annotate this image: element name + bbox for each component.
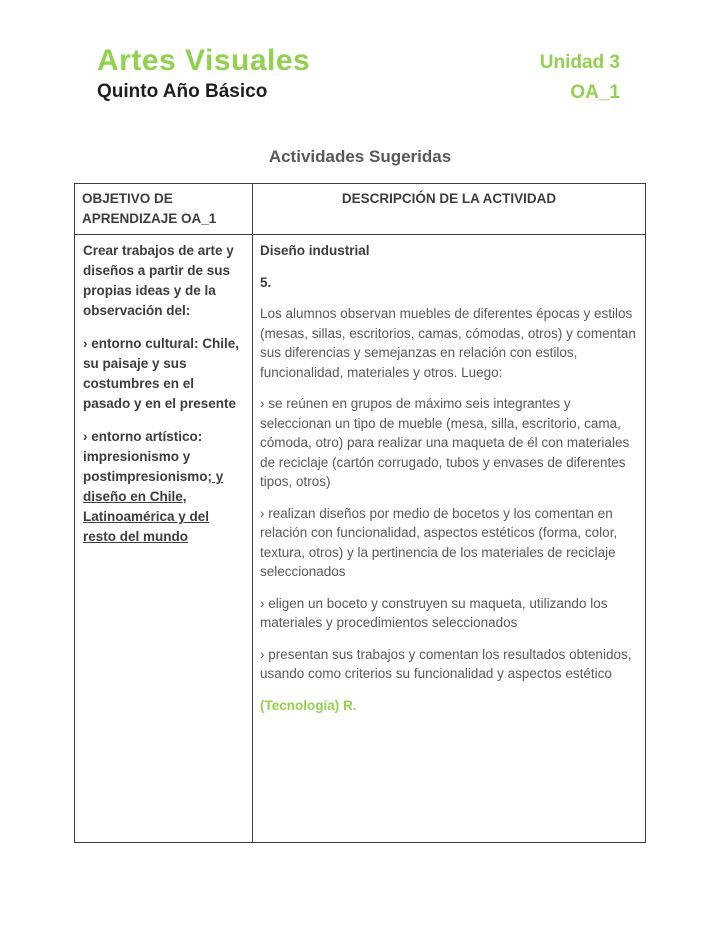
description-column-header: DESCRIPCIÓN DE LA ACTIVIDAD bbox=[253, 184, 646, 235]
subject-title: Artes Visuales bbox=[97, 44, 311, 77]
activity-intro: Los alumnos observan muebles de diferentes épocas y estilos (mesas, sillas, escritorios, camas, cómodas, otros) y comentan sus diferencias y semejanzas en relación con estilos, funcionalidad, materiales y otros. Luego: bbox=[260, 306, 636, 380]
header-right bbox=[540, 44, 620, 104]
document-header bbox=[97, 44, 620, 104]
table-body-row bbox=[75, 235, 646, 843]
unit-label: Unidad 3 bbox=[539, 52, 620, 73]
oa-label: OA_1 bbox=[570, 82, 620, 103]
activity-cell bbox=[253, 235, 646, 843]
objective-bullet-artistic-underlined: ; y diseño en Chile, Latinoamérica y del resto del mundo bbox=[83, 469, 224, 544]
objective-bullet-cultural: › entorno cultural: Chile, su paisaje y sus costumbres en el pasado y en el presente bbox=[83, 336, 240, 411]
level-subtitle: Quinto Año Básico bbox=[97, 81, 268, 102]
activity-bullet: › realizan diseños por medio de bocetos y los comentan en relación con funcionalidad, aspectos estéticos (forma, color, textura, otros) y la pertinencia de los materiales de reciclaje seleccionados bbox=[260, 505, 618, 579]
activities-table bbox=[74, 183, 646, 843]
section-title: Actividades Sugeridas bbox=[268, 147, 452, 166]
objective-intro: Crear trabajos de arte y diseños a partir de sus propias ideas y de la observación del: bbox=[83, 243, 234, 318]
activity-bullet: › eligen un boceto y construyen su maqueta, utilizando los materiales y procedimientos seleccionados bbox=[260, 595, 608, 630]
technology-tag: (Tecnología) R. bbox=[260, 697, 357, 713]
table-header-row bbox=[75, 184, 646, 235]
activity-number: 5. bbox=[260, 274, 272, 290]
activity-heading: Diseño industrial bbox=[260, 243, 370, 258]
objective-cell bbox=[75, 235, 253, 843]
objective-bullet-artistic-normal: › entorno artístico: impresionismo y postimpresionismo bbox=[83, 429, 208, 484]
objective-bullet-artistic bbox=[83, 427, 244, 547]
objective-column-header: OBJETIVO DE APRENDIZAJE OA_1 bbox=[75, 184, 253, 235]
header-left bbox=[97, 44, 310, 104]
activity-bullet: › presentan sus trabajos y comentan los resultados obtenidos, usando como criterios su funcionalidad y aspectos estético bbox=[260, 646, 632, 681]
activity-bullet: › se reúnen en grupos de máximo seis integrantes y seleccionan un tipo de mueble (mesa, silla, escritorio, cama, cómoda, otro) para realizar una maqueta de él con materiales de reciclaje (cartón corrugado, tubos y envases de diferentes tipos, otros) bbox=[260, 396, 630, 489]
